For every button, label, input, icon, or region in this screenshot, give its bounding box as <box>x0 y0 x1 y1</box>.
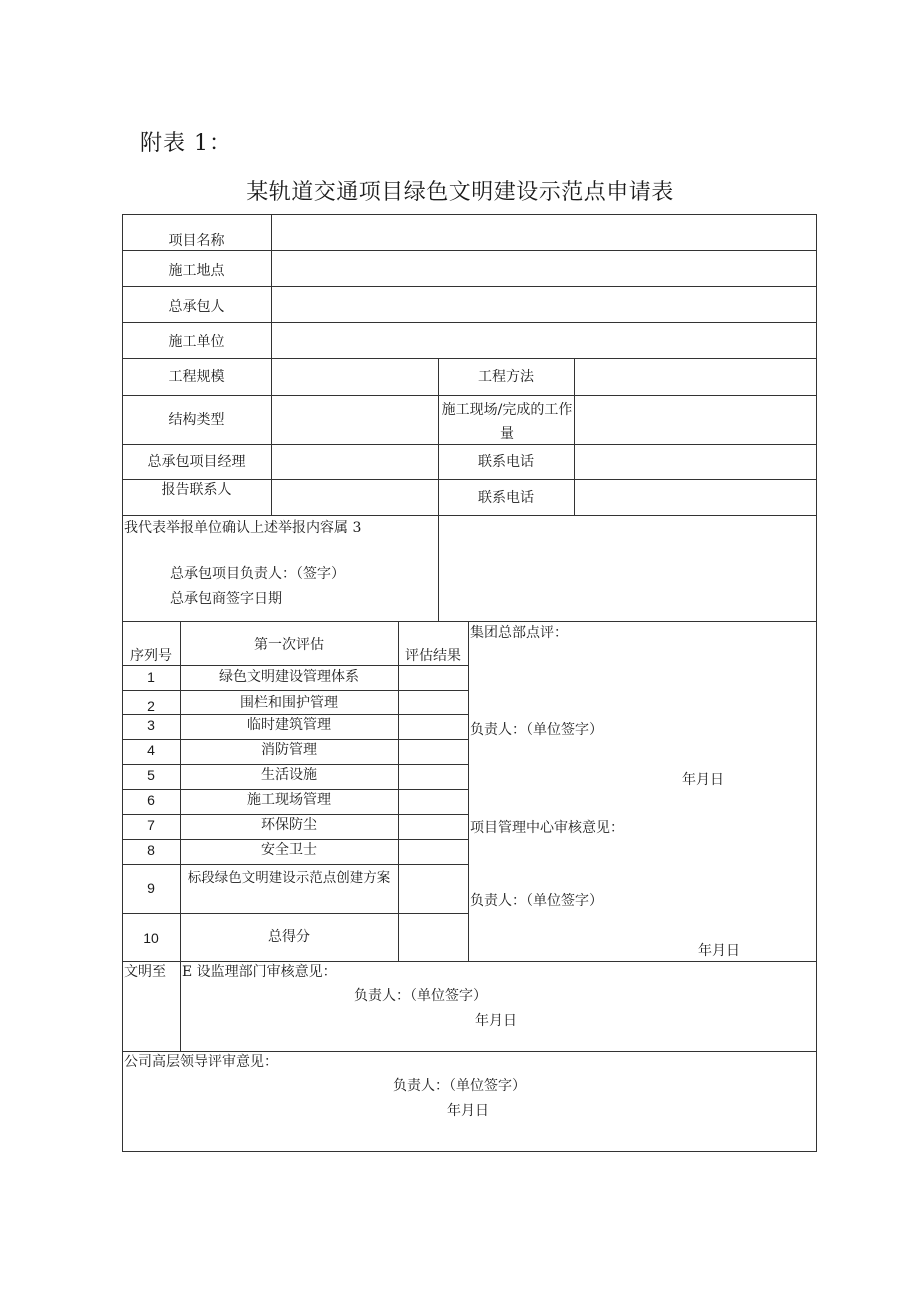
header-first-eval: 第一次评估 <box>254 637 324 653</box>
leadership-signer: 负责人：（单位签字） <box>393 1078 526 1094</box>
row-line <box>122 1051 817 1052</box>
row-line <box>122 250 817 251</box>
row-line <box>122 515 817 516</box>
row-item-name: 生活设施 <box>261 767 317 783</box>
row-line <box>122 913 469 914</box>
label-project-manager: 总承包项目经理 <box>147 454 246 470</box>
row-item-name: 标段绿色文明建设示范点创建方案 <box>187 870 391 886</box>
header-result: 评估结果 <box>405 648 461 664</box>
center-review-date: 年月日 <box>698 943 740 959</box>
label-construction-method: 工程方法 <box>478 369 534 385</box>
row-seq: 9 <box>147 880 155 896</box>
row-item-name: 环保防尘 <box>261 817 317 833</box>
label-project-scale: 工程规模 <box>168 369 225 385</box>
row-line <box>122 358 817 359</box>
row-seq: 4 <box>147 742 155 758</box>
label-general-contractor: 总承包人 <box>168 299 225 315</box>
row-line <box>122 814 469 815</box>
col-line <box>574 358 575 516</box>
row-line <box>122 839 469 840</box>
row-seq: 10 <box>143 930 159 946</box>
row-item-name: 施工现场管理 <box>247 792 331 808</box>
row-line <box>122 739 469 740</box>
declaration-signer: 总承包项目负责人：（签字） <box>170 566 345 582</box>
row-item-name: 绿色文明建设管理体系 <box>219 669 359 685</box>
declaration-date: 总承包商签字日期 <box>170 591 282 607</box>
row-line <box>122 322 817 323</box>
row-item-name: 总得分 <box>268 929 310 945</box>
label-contact-phone-2: 联系电话 <box>478 490 534 506</box>
label-contact-phone-1: 联系电话 <box>478 454 534 470</box>
supervision-date: 年月日 <box>475 1013 517 1029</box>
col-line <box>271 214 272 516</box>
row-seq: 5 <box>147 767 155 783</box>
group-review-signer: 负责人：（单位签字） <box>470 722 603 738</box>
group-review-title: 集团总部点评： <box>470 625 568 641</box>
leadership-date: 年月日 <box>447 1103 489 1119</box>
row-line <box>122 479 817 480</box>
declaration-text: 我代表举报单位确认上述举报内容属 3 <box>124 520 362 536</box>
row-line <box>122 789 469 790</box>
label-reporter: 报告联系人 <box>161 482 232 498</box>
row-line <box>122 395 817 396</box>
center-review-title: 项目管理中心审核意见： <box>470 820 624 836</box>
row-line <box>122 690 469 691</box>
supervision-title: E 设监理部门审核意见： <box>182 964 337 980</box>
row-line <box>122 621 817 622</box>
leadership-title: 公司高层领导评审意见： <box>124 1054 278 1070</box>
border-bottom <box>122 1151 817 1152</box>
label-structure-type: 结构类型 <box>168 412 225 428</box>
label-site-work-volume: 施工现场/完成的工作量 <box>441 402 573 442</box>
row-seq: 8 <box>147 842 155 858</box>
row-item-name: 消防管理 <box>261 742 317 758</box>
row-item-name: 临时建筑管理 <box>247 717 331 733</box>
label-construction-unit: 施工单位 <box>168 334 225 350</box>
center-review-signer: 负责人：（单位签字） <box>470 893 603 909</box>
label-project-name: 项目名称 <box>168 233 225 249</box>
form-title: 某轨道交通项目绿色文明建设示范点申请表 <box>246 180 674 205</box>
supervision-label: 文明至 <box>124 964 166 980</box>
border-top <box>122 214 817 215</box>
row-seq: 3 <box>147 717 155 733</box>
row-seq: 2 <box>147 698 155 714</box>
header-seq: 序列号 <box>130 648 172 664</box>
group-review-date: 年月日 <box>682 772 724 788</box>
appendix-label: 附表 1： <box>140 131 232 156</box>
supervision-signer: 负责人：（单位签字） <box>354 988 487 1004</box>
row-seq: 1 <box>147 669 155 685</box>
row-line <box>122 764 469 765</box>
row-seq: 7 <box>147 817 155 833</box>
row-item-name: 围栏和围护管理 <box>240 695 338 711</box>
row-line <box>122 665 469 666</box>
row-item-name: 安全卫士 <box>261 842 317 858</box>
border-right <box>816 214 817 1152</box>
row-line <box>122 286 817 287</box>
label-site-location: 施工地点 <box>168 263 225 279</box>
row-seq: 6 <box>147 792 155 808</box>
col-line <box>468 621 469 961</box>
row-line <box>122 864 469 865</box>
col-line <box>398 621 399 961</box>
row-line <box>122 961 817 962</box>
